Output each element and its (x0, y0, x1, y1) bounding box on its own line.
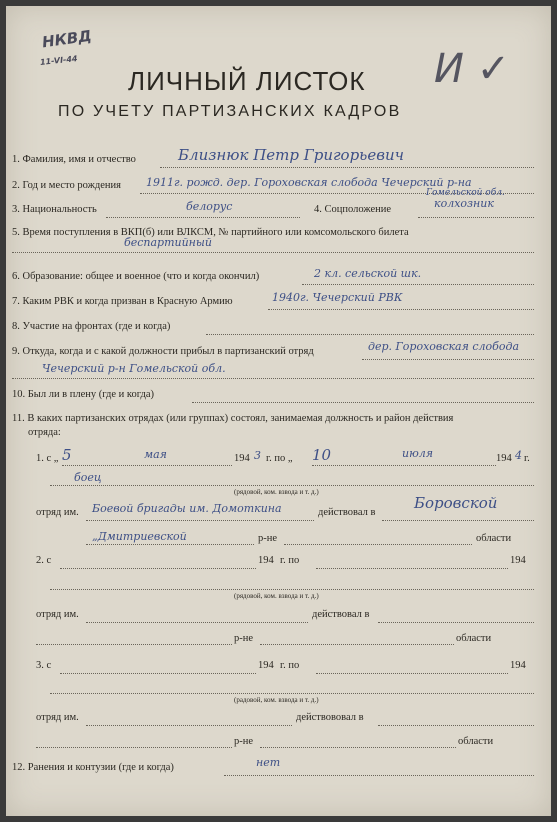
field-name-label: 1. Фамилия, имя и отчество (12, 154, 136, 165)
field-birth-value-2: Гомельской обл. (426, 188, 505, 198)
entry-1-district-2: „Дмитриевской (92, 530, 187, 543)
entry-3-unit-line (86, 725, 292, 726)
field-nationality-value: белорус (186, 200, 233, 213)
entry-2-to: г. по (280, 555, 300, 566)
page-subtitle: ПО УЧЕТУ ПАРТИЗАНСКИХ КАДРОВ (58, 103, 402, 120)
entry-3-to: г. по (280, 660, 300, 671)
entry-2-rne: р-не (234, 633, 254, 644)
field-party-label: 5. Время поступления в ВКП(б) или ВЛКСМ, № партийного или комсомольского билета (12, 227, 409, 238)
entry-1-unit-line (86, 520, 314, 521)
field-birth-label: 2. Год и место рождения (12, 180, 121, 191)
personal-record-sheet (6, 6, 551, 816)
entry-1-from-day-line (62, 465, 232, 466)
field-social-line (418, 217, 534, 218)
entry-1-district-line (86, 544, 254, 545)
field-party-line (12, 252, 534, 253)
entry-3-to-year-pre: 194 (510, 660, 526, 671)
entry-1-from-month: мая (144, 448, 167, 461)
field-arrival-line (362, 359, 534, 360)
page-title: ЛИЧНЫЙ ЛИСТОК (128, 66, 366, 96)
entry-3-rne: р-не (234, 736, 254, 747)
field-nationality-label: 3. Национальность (12, 204, 97, 215)
entry-1-acted-line (382, 520, 534, 521)
field-social-label: 4. Соцположение (314, 204, 392, 215)
entry-3-acted-line (378, 725, 534, 726)
entry-2-from: 2. с (36, 555, 52, 566)
entry-1-district: Боровской (414, 494, 498, 512)
entry-1-position-line (50, 485, 534, 486)
entry-2-position-line (50, 589, 534, 590)
entry-2-from-line (60, 568, 256, 569)
entry-2-from-year-pre: 194 (258, 555, 274, 566)
entry-1-unit-label: отряд им. (36, 507, 79, 518)
field-captivity-label: 10. Был ли в плену (где и когда) (12, 389, 155, 400)
field-arrival-value-2: Чечерский р-н Гомельской обл. (42, 362, 226, 375)
field-conscription-value: 1940г. Чечерский РВК (272, 291, 403, 304)
entry-1-from: 1. с „ (36, 453, 59, 464)
entry-2-oblast: области (456, 633, 492, 644)
entry-1-to: г. по „ (266, 453, 293, 464)
entry-2-acted-line (378, 622, 534, 623)
corner-note-nkvd: НКВД (40, 26, 93, 52)
entry-1-year-suffix: г. (524, 453, 530, 464)
entry-1-to-year-pre: 194 (496, 453, 512, 464)
entry-3-acted: действововал в (296, 712, 364, 723)
entry-3-position-line (50, 693, 534, 694)
corner-note-date: 11-VI-44 (39, 54, 78, 67)
corner-mark: И ✓ (434, 46, 511, 92)
entry-2-unit-label: отряд им. (36, 609, 79, 620)
entry-1-position-caption: (рядовой, ком. взвода и т. д.) (234, 488, 319, 496)
field-birth-value: 1911г. рожд. дер. Гороховская слобода Чечерский р-на (146, 176, 472, 189)
entry-3-oblast-line (260, 747, 456, 748)
entry-2-acted: действовал в (312, 609, 370, 620)
field-education-label: 6. Образование: общее и военное (что и когда окончил) (12, 271, 260, 282)
field-conscription-line (268, 309, 534, 310)
field-units-label-2: отряда: (28, 427, 61, 438)
entry-1-position: боец (74, 471, 102, 484)
field-front-label: 8. Участие на фронтах (где и когда) (12, 321, 171, 332)
field-education-value: 2 кл. сельской шк. (314, 267, 422, 280)
entry-3-from-year-pre: 194 (258, 660, 274, 671)
entry-2-position-caption: (рядовой, ком. взвода и т. д.) (234, 592, 319, 600)
entry-3-from-line (60, 673, 256, 674)
entry-1-to-day: 10 (312, 446, 332, 464)
field-name-value: Близнюк Петр Григорьевич (178, 146, 404, 164)
field-party-value: беспартийный (124, 236, 212, 249)
field-arrival-label: 9. Откуда, когда и с какой должности прибыл в партизанский отряд (12, 346, 314, 357)
entry-1-to-month: июля (402, 447, 434, 460)
field-front-line (206, 334, 534, 335)
field-arrival-value: дер. Гороховская слобода (368, 340, 520, 353)
entry-3-unit-label: отряд им. (36, 712, 79, 723)
entry-1-unit: Боевой бригады им. Домоткина (92, 502, 282, 515)
entry-1-oblast-line (284, 544, 472, 545)
entry-2-to-year-pre: 194 (510, 555, 526, 566)
entry-1-rne: р-не (258, 533, 278, 544)
field-name-line (160, 167, 534, 168)
entry-1-oblast: области (476, 533, 512, 544)
field-wounds-line (224, 775, 534, 776)
field-social-value: колхозник (434, 197, 494, 210)
entry-2-oblast-line (260, 644, 454, 645)
entry-1-to-line (312, 465, 496, 466)
entry-1-from-day: 5 (62, 446, 72, 464)
field-arrival-line-2 (12, 378, 534, 379)
field-education-line (302, 284, 534, 285)
field-captivity-line (192, 402, 534, 403)
entry-2-unit-line (86, 622, 308, 623)
field-nationality-line (106, 217, 300, 218)
entry-3-oblast: области (458, 736, 494, 747)
field-units-label: 11. В каких партизанских отрядах (или группах) состоял, занимаемая должность и район действия (12, 413, 454, 424)
entry-3-from: 3. с (36, 660, 52, 671)
entry-2-district-line (36, 644, 232, 645)
field-wounds-label: 12. Ранения и контузии (где и когда) (12, 762, 174, 773)
entry-3-to-line (316, 673, 508, 674)
entry-1-to-year: 4 (515, 449, 522, 462)
entry-2-to-line (316, 568, 508, 569)
field-wounds-value: нет (256, 756, 281, 769)
entry-1-from-year-pre: 194 (234, 453, 250, 464)
entry-1-acted: действовал в (318, 507, 376, 518)
field-conscription-label: 7. Каким РВК и когда призван в Красную Армию (12, 296, 233, 307)
entry-3-position-caption: (радовой, ком. взвода и т. д.) (234, 696, 319, 704)
entry-3-district-line (36, 747, 232, 748)
entry-1-from-year: 3 (254, 449, 261, 462)
